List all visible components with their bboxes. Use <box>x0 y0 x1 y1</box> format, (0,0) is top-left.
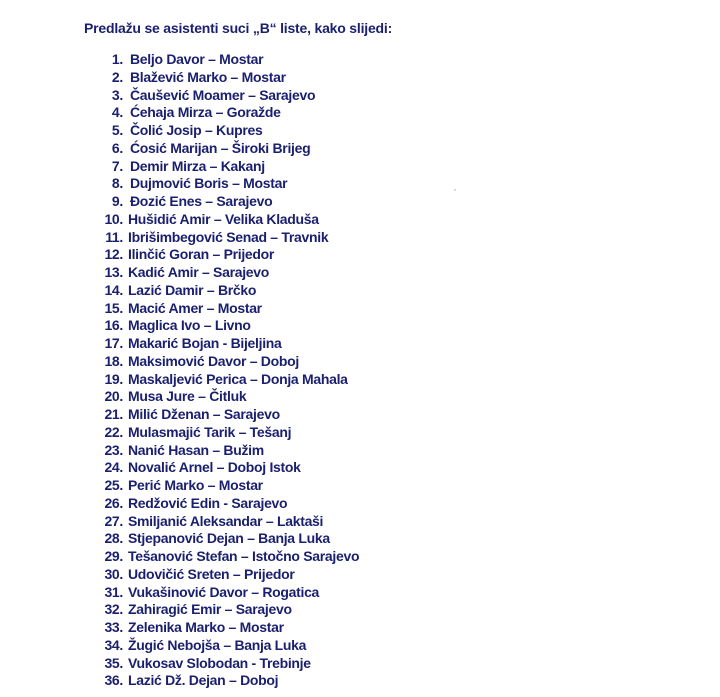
list-item <box>0 353 720 371</box>
list-item-text: Macić Amer – Mostar <box>128 299 262 316</box>
list-item-number: 3. <box>111 86 123 103</box>
list-item-text: Beljo Davor – Mostar <box>130 51 264 67</box>
list-item <box>0 104 720 122</box>
list-item-number: 27. <box>104 512 123 529</box>
list-item <box>0 424 720 442</box>
list-item <box>0 264 720 282</box>
list-item-text: Dujmović Boris – Mostar <box>130 175 288 192</box>
list-item-number: 25. <box>104 477 123 493</box>
list-item-text: Mulasmajić Tarik – Tešanj <box>128 423 292 440</box>
list-item <box>0 69 720 87</box>
list-item-number: 36. <box>104 672 123 689</box>
list-item-number: 14. <box>104 281 123 298</box>
list-item-number: 32. <box>104 601 123 618</box>
list-item-text: Musa Jure – Čitluk <box>128 388 247 405</box>
list-item <box>0 211 720 229</box>
list-item-number: 2. <box>111 68 123 85</box>
list-item-text: Maksimović Davor – Doboj <box>128 352 299 369</box>
list-item-number: 5. <box>111 122 123 138</box>
list-item-text: Žugić Nebojša – Banja Luka <box>128 636 307 653</box>
list-item-number: 10. <box>104 210 123 227</box>
list-item <box>0 193 720 211</box>
list-item-text: Đozić Enes – Sarajevo <box>130 193 273 209</box>
list-item-text: Nanić Hasan – Bužim <box>128 441 264 458</box>
list-item-number: 16. <box>104 317 123 334</box>
list-item <box>0 87 720 105</box>
list-item-number: 24. <box>104 459 123 476</box>
list-item-number: 18. <box>104 352 123 369</box>
list-item <box>0 619 720 637</box>
list-item <box>0 513 720 531</box>
list-item-text: Vukašinović Davor – Rogatica <box>128 583 320 600</box>
list-item-text: Maskaljević Perica – Donja Mahala <box>128 370 348 387</box>
list-item-text: Ilinčić Goran – Prijedor <box>128 246 275 263</box>
list-item-number: 12. <box>104 246 123 263</box>
list-item-number: 31. <box>104 583 123 600</box>
list-item-text: Zahiragić Emir – Sarajevo <box>128 601 292 618</box>
list-item <box>0 317 720 335</box>
list-item-number: 13. <box>104 264 123 280</box>
list-item-text: Perić Marko – Mostar <box>128 477 263 493</box>
list-item-text: Kadić Amir – Sarajevo <box>128 264 270 280</box>
list-item <box>0 229 720 247</box>
list-item-text: Stjepanović Dejan – Banja Luka <box>128 530 330 547</box>
list-item-number: 33. <box>104 619 123 635</box>
list-item-text: Redžović Edin - Sarajevo <box>128 494 288 511</box>
list-item-text: Ćehaja Mirza – Goražde <box>130 104 281 121</box>
list-item <box>0 335 720 353</box>
list-item-text: Tešanović Stefan – Istočno Sarajevo <box>128 548 360 564</box>
list-item-number: 23. <box>104 441 123 458</box>
list-item <box>0 495 720 513</box>
list-item-number: 7. <box>111 157 123 174</box>
list-item-text: Novalić Arnel – Doboj Istok <box>128 459 301 476</box>
list-item <box>0 300 720 318</box>
list-item-text: Smiljanić Aleksandar – Laktaši <box>128 512 324 529</box>
list-item <box>0 175 720 193</box>
list-item-number: 20. <box>104 388 123 405</box>
list-item <box>0 655 720 673</box>
list-item-number: 4. <box>111 104 123 121</box>
list-item-number: 9. <box>111 193 123 209</box>
list-item-number: 19. <box>104 370 123 387</box>
scan-speck <box>454 189 456 191</box>
list-item <box>0 548 720 566</box>
referee-list <box>0 51 720 690</box>
list-item-text: Blažević Marko – Mostar <box>130 68 286 85</box>
list-item-number: 29. <box>104 548 123 564</box>
list-item <box>0 246 720 264</box>
list-item-number: 8. <box>111 175 123 192</box>
list-item-text: Zelenika Marko – Mostar <box>128 619 284 635</box>
list-item-text: Čolić Josip – Kupres <box>130 122 263 138</box>
list-item-text: Ibrišimbegović Senad – Travnik <box>128 228 329 245</box>
list-item <box>0 601 720 619</box>
list-item <box>0 477 720 495</box>
list-item-number: 11. <box>105 228 123 245</box>
list-item-number: 22. <box>104 423 123 440</box>
list-item-number: 15. <box>104 299 123 316</box>
list-item <box>0 442 720 460</box>
list-item-text: Milić Dženan – Sarajevo <box>128 406 280 422</box>
list-item-number: 30. <box>104 565 123 582</box>
list-item-text: Udovičić Sreten – Prijedor <box>128 565 295 582</box>
list-item-text: Makarić Bojan - Bijeljina <box>128 335 282 351</box>
list-item-text: Hušidić Amir – Velika Kladuša <box>128 210 319 227</box>
list-item-number: 34. <box>104 636 123 653</box>
list-item <box>0 637 720 655</box>
list-item <box>0 530 720 548</box>
list-item-text: Vukosav Slobodan - Trebinje <box>128 654 311 671</box>
list-item-text: Čaušević Moamer – Sarajevo <box>130 86 316 103</box>
list-item <box>0 51 720 69</box>
list-item-number: 6. <box>111 139 123 156</box>
list-item-text: Ćosić Marijan – Široki Brijeg <box>130 139 311 156</box>
list-item-text: Lazić Dž. Dejan – Doboj <box>128 672 279 689</box>
list-item-number: 28. <box>104 530 123 547</box>
list-item-number: 35. <box>104 654 123 671</box>
list-item-text: Lazić Damir – Brčko <box>128 281 257 298</box>
list-item-number: 21. <box>104 406 123 422</box>
list-item <box>0 158 720 176</box>
list-item <box>0 584 720 602</box>
list-item <box>0 388 720 406</box>
list-item <box>0 406 720 424</box>
list-item <box>0 122 720 140</box>
list-item-number: 17. <box>104 335 123 351</box>
list-item <box>0 371 720 389</box>
list-item-text: Maglica Ivo – Livno <box>128 317 251 334</box>
list-item <box>0 566 720 584</box>
list-item <box>0 282 720 300</box>
list-item <box>0 672 720 690</box>
list-item <box>0 459 720 477</box>
list-item-number: 1. <box>111 51 123 67</box>
list-item-number: 26. <box>104 494 123 511</box>
list-item <box>0 140 720 158</box>
list-heading: Predlažu se asistenti suci „B“ liste, kako slijedi: <box>84 20 393 36</box>
list-item-text: Demir Mirza – Kakanj <box>130 157 265 174</box>
